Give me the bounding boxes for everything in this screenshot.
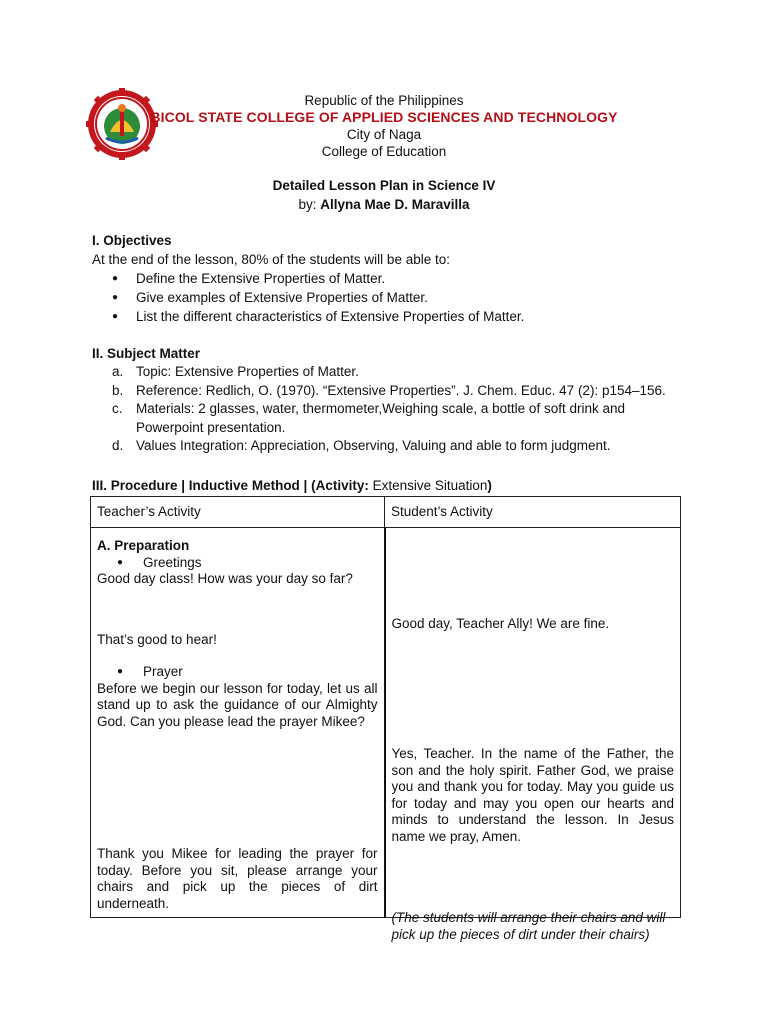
subject-item (92, 400, 682, 437)
objective-item: ● List the different characteristics of Extensive Properties of Matter. (92, 307, 682, 326)
teacher-activity-header: Teacher’s Activity (91, 497, 385, 528)
item-text: Topic: Extensive Properties of Matter. (136, 364, 359, 379)
teacher-thanks: Thank you Mikee for leading the prayer for today. Before you sit, please arrange your chairs and pick up the pieces of dirt underneath. (97, 846, 378, 911)
teacher-good-to-hear: That’s good to hear! (97, 632, 217, 647)
subject-item (92, 363, 682, 382)
table-header-row (91, 497, 681, 528)
student-activity-cell (385, 528, 681, 942)
subject-item (92, 382, 682, 401)
table-row (91, 528, 681, 918)
lesson-plan-title-block (150, 176, 618, 214)
item-text: Reference: Redlich, O. (1970). “Extensive Properties”. J. Chem. Educ. 47 (2): p154–156. (136, 382, 666, 398)
letterhead (150, 92, 618, 160)
student-activity-header: Student’s Activity (385, 497, 681, 528)
college-name: BICOL STATE COLLEGE OF APPLIED SCIENCES AND TECHNOLOGY (150, 109, 618, 125)
objectives-list (92, 269, 682, 326)
city-line: City of Naga (346, 127, 422, 142)
procedure-heading-close: ) (487, 478, 492, 493)
objective-item: ● Give examples of Extensive Properties of Matter. (92, 288, 682, 307)
item-marker: d. (112, 438, 124, 453)
teacher-activity-cell (91, 528, 385, 918)
procedure-table (90, 496, 681, 942)
procedure-heading (92, 476, 682, 495)
student-reply: Good day, Teacher Ally! We are fine. (391, 616, 610, 631)
objectives-intro: At the end of the lesson, 80% of the students will be able to: (92, 252, 450, 267)
procedure-activity-name: Extensive Situation (372, 478, 488, 493)
teacher-greeting: Good day class! How was your day so far? (97, 571, 353, 586)
student-action-note: (The students will arrange their chairs and will pick up the pieces of dirt under their chairs) (391, 910, 666, 942)
author-name: Allyna Mae D. Maravilla (320, 197, 470, 212)
objective-item: ● Define the Extensive Properties of Matter. (92, 269, 682, 288)
item-text: Values Integration: Appreciation, Observing, Valuing and able to form judgment. (136, 438, 611, 453)
procedure-heading-bold: III. Procedure | Inductive Method | (Activity: (92, 478, 373, 493)
author-prefix: by: (298, 197, 321, 212)
department-line: College of Education (321, 144, 447, 159)
objectives-section (92, 231, 682, 326)
subject-matter-section (92, 344, 682, 456)
prayer-bullet: ● Prayer (97, 664, 378, 681)
college-seal-logo (86, 88, 158, 160)
teacher-prayer-request: Before we begin our lesson for today, let us all stand up to ask the guidance of our Almighty God. Can you please lead the prayer Mikee? (97, 680, 378, 729)
item-marker: a. (112, 364, 124, 379)
item-marker: b. (112, 382, 124, 398)
republic-line: Republic of the Philippines (304, 93, 464, 108)
lesson-plan-title: Detailed Lesson Plan in Science IV (272, 178, 496, 193)
subject-item (92, 437, 682, 456)
author-line (150, 195, 618, 214)
greetings-bullet: ● Greetings (97, 555, 378, 572)
subject-matter-list (92, 363, 682, 456)
item-marker: c. (112, 401, 123, 416)
student-prayer: Yes, Teacher. In the name of the Father, the son and the holy spirit. Father God, we praise you and thank you for today. May you guide us for today and may you open our hearts and minds to understand the lesson. In Jesus name we pray, Amen. (391, 746, 674, 844)
subject-matter-heading: II. Subject Matter (92, 346, 201, 361)
objectives-heading: I. Objectives (92, 233, 172, 248)
preparation-heading: A. Preparation (97, 538, 190, 553)
item-text: Materials: 2 glasses, water, thermometer,Weighing scale, a bottle of soft drink and Powerpoint presentation. (136, 401, 625, 435)
